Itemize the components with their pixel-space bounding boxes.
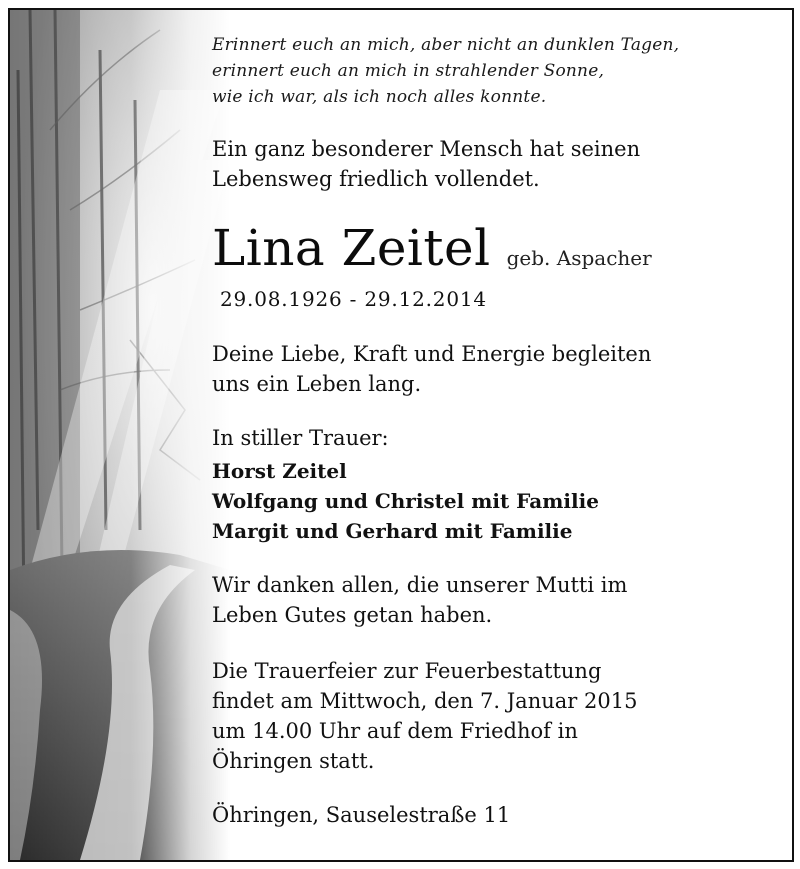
funeral-line: Die Trauerfeier zur Feuerbestattung xyxy=(212,659,602,683)
mourner: Wolfgang und Christel mit Familie xyxy=(212,489,599,513)
mourners-list xyxy=(212,456,599,546)
intro-line: Ein ganz besonderer Mensch hat seinen xyxy=(212,137,641,161)
poem-line: wie ich war, als ich noch alles konnte. xyxy=(212,87,547,107)
intro-text xyxy=(212,134,640,194)
mourner: Horst Zeitel xyxy=(212,459,347,483)
mourning-heading: In stiller Trauer: xyxy=(212,426,389,450)
poem xyxy=(212,32,679,110)
tribute-line: uns ein Leben lang. xyxy=(212,372,422,396)
birth-name: geb. Aspacher xyxy=(506,246,652,270)
life-dates: 29.08.1926 - 29.12.2014 xyxy=(220,287,487,311)
poem-line: Erinnert euch an mich, aber nicht an dunklen Tagen, xyxy=(212,35,680,55)
obituary-notice xyxy=(8,8,794,862)
funeral-details xyxy=(212,656,637,776)
funeral-line: um 14.00 Uhr auf dem Friedhof in xyxy=(212,719,578,743)
deceased-heading xyxy=(212,216,652,280)
thanks-line: Leben Gutes getan haben. xyxy=(212,603,493,627)
mourner: Margit und Gerhard mit Familie xyxy=(212,519,573,543)
tribute-text xyxy=(212,339,651,399)
thanks-text xyxy=(212,570,627,630)
address: Öhringen, Sauselestraße 11 xyxy=(212,803,511,827)
thanks-line: Wir danken allen, die unserer Mutti im xyxy=(212,573,628,597)
intro-line: Lebensweg friedlich vollendet. xyxy=(212,167,540,191)
funeral-line: findet am Mittwoch, den 7. Januar 2015 xyxy=(212,689,638,713)
forest-path-photo xyxy=(10,10,230,860)
funeral-line: Öhringen statt. xyxy=(212,749,375,773)
tribute-line: Deine Liebe, Kraft und Energie begleiten xyxy=(212,342,652,366)
poem-line: erinnert euch an mich in strahlender Sonne, xyxy=(212,61,605,81)
deceased-name: Lina Zeitel xyxy=(212,219,491,277)
